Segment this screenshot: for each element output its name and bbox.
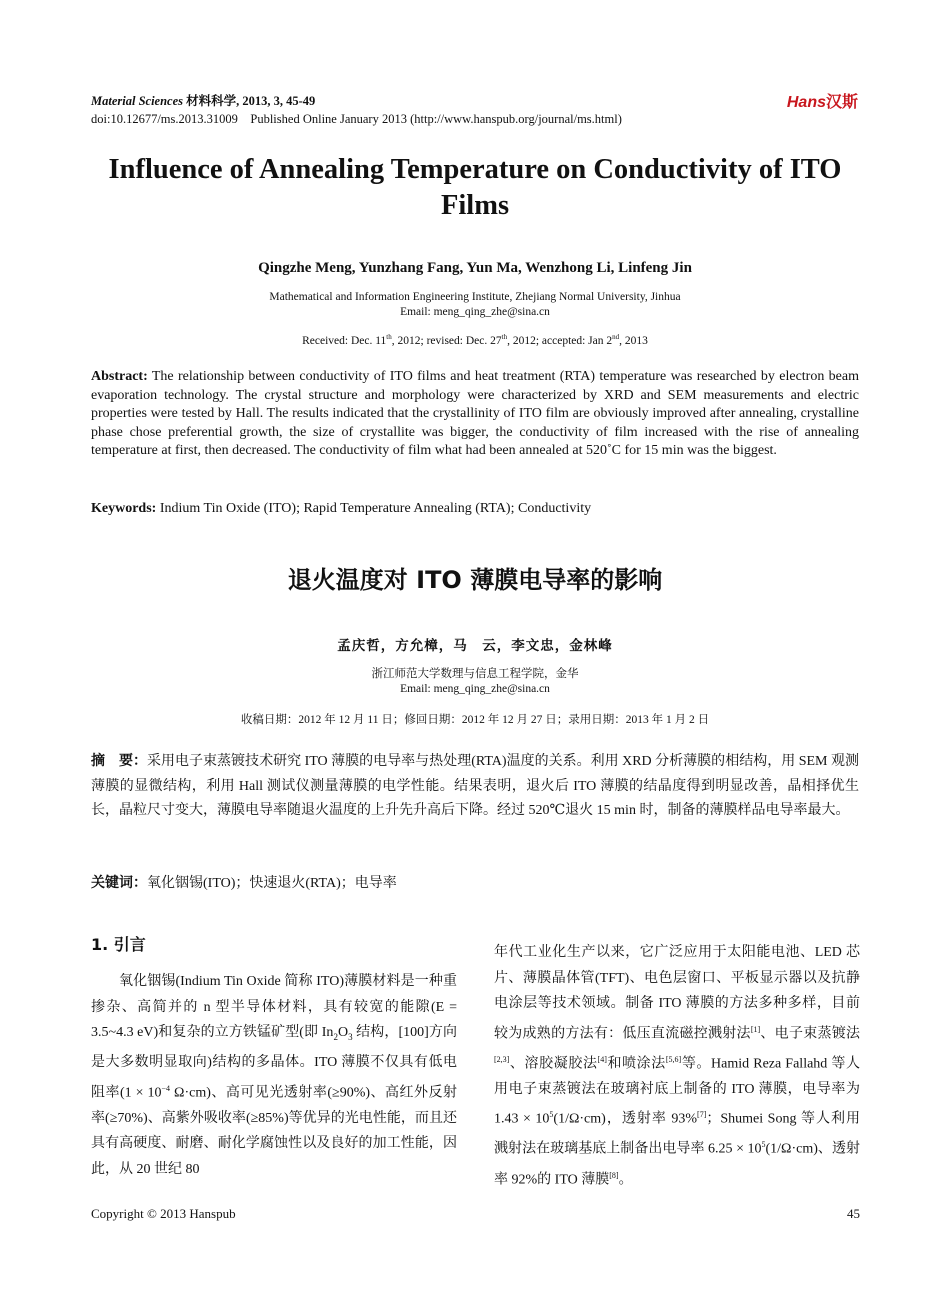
citation-ref[interactable]: [8] <box>609 1170 619 1180</box>
citation-ref[interactable]: [2,3] <box>494 1054 510 1064</box>
received-sup: th <box>386 333 392 341</box>
keywords-en <box>91 500 859 518</box>
accepted-year: , 2013 <box>619 334 648 347</box>
intro-right-text-1: 年代工业化生产以来，它广泛应用于太阳能电池、LED 芯片、薄膜晶体管(TFT)、电色层窗口、平板显示器以及抗静电涂层等技术领域。制备 ITO 薄膜的方法多种多样，目前较为成熟的方法有：低压直流磁控溅射法 <box>494 945 860 1042</box>
paper-title-cn: 退火温度对 ITO 薄膜电导率的影响 <box>287 566 663 594</box>
dates-cn: 收稿日期：2012 年 12 月 11 日；修回日期：2012 年 12 月 27 日；录用日期：2013 年 1 月 2 日 <box>240 714 710 726</box>
copyright-footer: Copyright © 2013 Hanspub <box>91 1206 236 1221</box>
logo-cn-text: 汉斯 <box>825 94 858 111</box>
exponent-minus-4: −4 <box>161 1083 171 1093</box>
keywords-label: Keywords: <box>91 501 157 516</box>
exponent-5: 5 <box>549 1110 554 1120</box>
accepted-sup: nd <box>612 333 620 341</box>
revised-date: , 2012; revised: Dec. 27 <box>391 334 502 347</box>
intro-left-text-4: Ω·cm)、高可见光透射率(≥90%)、高红外反射率(≥70%)、高紫外吸收率(≥85%)等优异的光电性能，而且还具有高硬度、耐磨、耐化学腐蚀性以及良好的加工性能，因此，从 20 世纪 80 <box>91 1085 457 1177</box>
revised-sup: th <box>501 333 508 341</box>
doi-line: doi:10.12677/ms.2013.31009 Published Online January 2013 (http://www.hanspub.org/journal/ms.html) <box>91 112 622 126</box>
abstract-label: Abstract: <box>91 369 148 384</box>
abstract-cn-label: 摘 要： <box>91 754 148 769</box>
affiliation-cn: 浙江师范大学数理与信息工程学院，金华 <box>371 668 579 680</box>
affiliation-block-cn <box>60 667 890 697</box>
intro-right-text-6: (1/Ω·cm)，透射率 93% <box>553 1111 698 1127</box>
page-number: 45 <box>847 1206 860 1221</box>
authors-cn: 孟庆哲，方允樟，马 云，李文忠，金林峰 <box>337 638 613 653</box>
accepted-date: , 2012; accepted: Jan 2 <box>507 334 613 347</box>
intro-left-text-3: 结构，[100]方向是大多数明显取向)结构的多晶体。ITO 薄膜不仅具有低电阻率(1 × 10 <box>91 1025 458 1101</box>
keywords-cn-label: 关键词： <box>91 876 147 891</box>
logo-hans-text: Hans <box>786 94 826 111</box>
intro-left-text-1: 氧化铟锡(Indium Tin Oxide 简称 ITO)薄膜材料是一种重掺杂、高简并的 n 型半导体材料，具有较宽的能隙(E = 3.5~4.3 eV)和复杂的立方铁锰矿型(即 In <box>91 974 457 1040</box>
exponent-5: 5 <box>761 1140 766 1150</box>
abstract-text: The relationship between conductivity of ITO films and heat treatment (RTA) temperature was researched by electron beam evaporation technology. The crystal structure and morphology were characterized by XRD and SEM measurements and electric properties were tested by Hall. The results indicated that the crystallinity of ITO film are obviously improved after annealing, crystalline phase chose preferential growth, the size of crystallite was bigger, the conductivity of film increased with the rise of annealing temperature at first, then decreased. The conductivity of film what had been annealed at 520˚C for 15 min was the biggest. <box>91 369 859 458</box>
section-heading-intro: 1. 引言 <box>91 935 146 954</box>
paper-title-en <box>60 152 890 224</box>
intro-right-text-9: 。 <box>618 1172 633 1188</box>
title-line-2: Films <box>440 190 510 221</box>
affiliation-block-en <box>60 290 890 320</box>
intro-right-text-4: 和喷涂法 <box>606 1056 666 1072</box>
abstract-cn <box>91 750 859 824</box>
journal-header <box>91 92 622 128</box>
intro-right-text-2: 、电子束蒸镀法 <box>760 1026 861 1042</box>
journal-issue: 材料科学, 2013, 3, 45-49 <box>183 94 316 108</box>
citation-ref[interactable]: [7] <box>697 1110 707 1120</box>
journal-citation <box>91 92 622 110</box>
intro-right-text-7: ；Shumei Song 等人利用溅射法在玻璃基底上制备出电导率 6.25 × 10 <box>494 1111 860 1158</box>
intro-right-column <box>494 940 860 1193</box>
keywords-cn <box>91 872 859 892</box>
email-cn: Email: meng_qing_zhe@sina.cn <box>400 683 550 695</box>
title-line-1: Influence of Annealing Temperature on Conductivity of ITO <box>108 154 842 185</box>
intro-right-text-8: (1/Ω·cm)、透射率 92%的 ITO 薄膜 <box>494 1142 860 1188</box>
abstract-cn-text: 采用电子束蒸镀技术研究 ITO 薄膜的电导率与热处理(RTA)温度的关系。利用 XRD 分析薄膜的相结构，用 SEM 观测薄膜的显微结构，利用 Hall 测试仪测量薄膜的电学性能。结果表明，退火后 ITO 薄膜的结晶度得到明显改善，晶相择优生长，晶粒尺寸变大，薄膜电导率随退火温度的上升先升高后下降。经过 520℃退火 15 min 时，制备的薄膜样品电导率最大。 <box>91 754 860 818</box>
intro-right-text-3: 、溶胶凝胶法 <box>509 1056 598 1072</box>
citation-ref[interactable]: [4] <box>597 1054 607 1064</box>
hans-logo <box>787 89 858 112</box>
intro-left-column <box>91 969 457 1182</box>
citation-ref[interactable]: [5,6] <box>665 1054 682 1064</box>
subscript-2: 2 <box>333 1031 338 1042</box>
affiliation-en: Mathematical and Information Engineering Institute, Zhejiang Normal University, Jinhua <box>269 291 681 303</box>
received-date: Received: Dec. 11 <box>302 334 387 347</box>
abstract-en <box>91 368 859 461</box>
dates-en <box>60 333 890 347</box>
email-en: Email: meng_qing_zhe@sina.cn <box>400 306 550 318</box>
keywords-text: Indium Tin Oxide (ITO); Rapid Temperature Annealing (RTA); Conductivity <box>156 501 592 516</box>
keywords-cn-text: 氧化铟锡(ITO)；快速退火(RTA)；电导率 <box>147 876 397 891</box>
subscript-3: 3 <box>348 1031 353 1042</box>
citation-ref[interactable]: [1] <box>750 1024 761 1034</box>
authors-en: Qingzhe Meng, Yunzhang Fang, Yun Ma, Wenzhong Li, Linfeng Jin <box>258 260 692 276</box>
journal-name-en: Material Sciences <box>91 94 184 108</box>
intro-right-text-5: 等。Hamid Reza Fallahd 等人用电子束蒸镀法在玻璃衬底上制备的 ITO 薄膜，电导率为 1.43 × 10 <box>494 1056 861 1127</box>
intro-left-text-2: O <box>337 1025 349 1040</box>
